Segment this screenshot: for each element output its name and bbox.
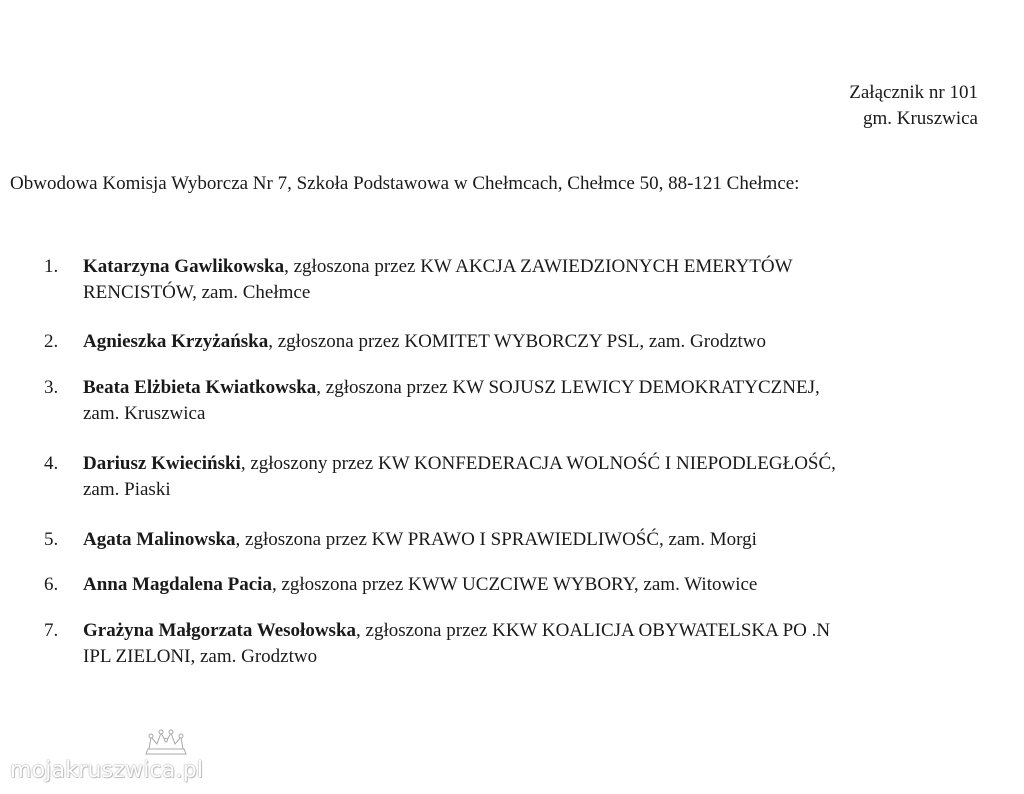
- member-details-cont: zam. Piaski: [83, 479, 171, 500]
- attachment-municipality: gm. Kruszwica: [862, 108, 978, 129]
- member-details-cont: IPL ZIELONI, zam. Grodztwo: [83, 646, 318, 667]
- member-details: , zgłoszona przez KOMITET WYBORCZY PSL, zam. Grodztwo: [268, 331, 767, 352]
- member-details: , zgłoszony przez KW KONFEDERACJA WOLNOŚĆ I NIEPODLEGŁOŚĆ,: [240, 453, 836, 474]
- item-content: [83, 451, 983, 503]
- item-number: 6.: [44, 574, 59, 595]
- commission-heading: Obwodowa Komisja Wyborcza Nr 7, Szkoła Podstawowa w Chełmcach, Chełmce 50, 88-121 Chełmce:: [10, 173, 800, 194]
- item-content: [83, 527, 983, 553]
- member-details: , zgłoszona przez KKW KOALICJA OBYWATELSKA PO .N: [356, 620, 831, 641]
- item-content: [83, 375, 983, 427]
- member-details: , zgłoszona przez KW SOJUSZ LEWICY DEMOKRATYCZNEJ,: [316, 377, 820, 398]
- attachment-number: Załącznik nr 101: [849, 82, 978, 103]
- member-name: Dariusz Kwieciński: [83, 453, 241, 474]
- member-details-cont: zam. Kruszwica: [83, 403, 206, 424]
- member-details: , zgłoszona przez KW AKCJA ZAWIEDZIONYCH EMERYTÓW: [284, 256, 793, 277]
- item-number: 4.: [44, 453, 59, 474]
- item-number: 7.: [44, 620, 59, 641]
- item-content: [83, 329, 983, 355]
- item-number: 1.: [44, 256, 59, 277]
- item-number: 3.: [44, 377, 59, 398]
- member-details-cont: RENCISTÓW, zam. Chełmce: [83, 282, 311, 303]
- item-number: 2.: [44, 331, 59, 352]
- member-name: Anna Magdalena Pacia: [83, 574, 272, 595]
- member-details: , zgłoszona przez KW PRAWO I SPRAWIEDLIWOŚĆ, zam. Morgi: [235, 529, 757, 550]
- item-content: [83, 254, 983, 306]
- watermark-text: mojakruszwica.pl: [10, 758, 204, 783]
- member-name: Beata Elżbieta Kwiatkowska: [83, 377, 317, 398]
- member-details: , zgłoszona przez KWW UCZCIWE WYBORY, zam. Witowice: [271, 574, 758, 595]
- member-name: Grażyna Małgorzata Wesołowska: [83, 620, 357, 641]
- item-number: 5.: [44, 529, 59, 550]
- watermark: [10, 728, 204, 788]
- item-content: [83, 572, 983, 598]
- member-name: Agata Malinowska: [83, 529, 236, 550]
- attachment-header: [849, 80, 978, 132]
- member-name: Katarzyna Gawlikowska: [83, 256, 285, 277]
- member-name: Agnieszka Krzyżańska: [83, 331, 269, 352]
- item-content: [83, 618, 983, 670]
